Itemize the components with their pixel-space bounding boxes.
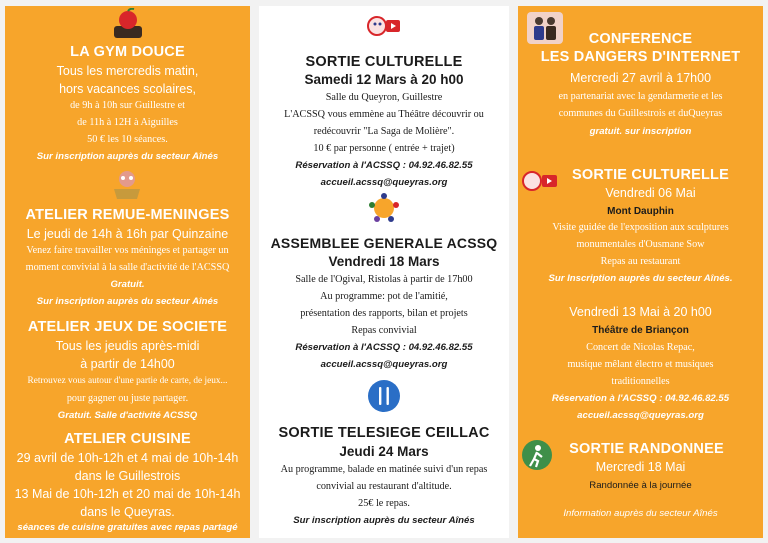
jeux-line: Gratuit. Salle d'activité ACSSQ	[57, 410, 198, 421]
culture2-email: accueil.acssq@queyras.org	[577, 410, 704, 421]
ag-line: présentation des rapports, bilan et projets	[300, 308, 468, 319]
culture2-date-2: Vendredi 13 Mai à 20 h00	[569, 305, 712, 319]
remue-title: ATELIER REMUE-MENINGES	[25, 207, 230, 223]
jeux-line: Tous les jeudis après-midi	[55, 339, 200, 353]
culture2-line: Visite guidée de l'exposition aux sculptures	[552, 222, 729, 233]
ag-title: ASSEMBLEE GENERALE ACSSQ	[270, 235, 498, 251]
culture2-reservation: Réservation à l'ACSSQ : 04.92.46.82.55	[551, 393, 730, 404]
culture-email: accueil.acssq@queyras.org	[320, 177, 448, 188]
puzzle-brain-icon	[110, 169, 144, 201]
conf-date: Mercredi 27 avril à 17h00	[569, 71, 712, 85]
gym-title: LA GYM DOUCE	[70, 44, 185, 60]
conf-line: gratuit. sur inscription	[589, 126, 692, 137]
cuisine-line: dans le Guillestrois	[74, 469, 181, 483]
culture2-place-1: Mont Dauphin	[607, 206, 674, 217]
jeux-line: à partir de 14h00	[80, 357, 175, 371]
telesiege-date: Jeudi 24 Mars	[339, 444, 429, 459]
meeting-people-icon	[368, 193, 400, 223]
telesiege-line: Au programme, balade en matinée suivi d'un repas	[280, 464, 488, 475]
ag-reservation: Réservation à l'ACSSQ : 04.92.46.82.55	[295, 342, 473, 353]
conf-title-1: CONFERENCE	[588, 31, 693, 47]
culture-date: Samedi 12 Mars à 20 h00	[304, 72, 464, 87]
culture2-date-1: Vendredi 06 Mai	[605, 186, 696, 200]
jeux-line: Retrouvez vous autour d'une partie de carte, de jeux...	[27, 376, 228, 386]
remue-line: Gratuit.	[110, 279, 145, 290]
cuisine-line: dans le Queyras.	[80, 505, 175, 519]
telesiege-inscription: Sur inscription auprès du secteur Aînés	[293, 515, 475, 526]
cuisine-note: séances de cuisine gratuites avec repas partagé	[17, 522, 238, 533]
culture2-place-2: Théâtre de Briançon	[592, 325, 689, 336]
culture-reservation: Réservation à l'ACSSQ : 04.92.46.82.55	[295, 160, 473, 171]
column-right	[518, 6, 763, 538]
gym-line: 50 € les 10 séances.	[87, 134, 168, 145]
rando-info: Information auprès du secteur Aînés	[563, 508, 718, 519]
culture2-line: monumentales d'Ousmane Sow	[576, 239, 705, 250]
gym-line: Tous les mercredis matin,	[56, 64, 199, 78]
culture2-line: Repas au restaurant	[600, 256, 681, 267]
remue-line: Le jeudi de 14h à 16h par Quinzaine	[26, 227, 229, 241]
culture2-line: Concert de Nicolas Repac,	[586, 342, 695, 353]
conf-line: communes du Guillestrois et duQueyras	[558, 108, 723, 119]
apple-weight-icon	[113, 8, 143, 40]
telesiege-line: convivial au restaurant d'altitude.	[316, 481, 452, 492]
ag-line: Repas convivial	[351, 325, 417, 336]
remue-inscription: Sur inscription auprès du secteur Aînés	[36, 296, 219, 307]
culture2-inscription: Sur Inscription auprès du secteur Aînés.	[548, 273, 733, 284]
culture-line: Salle du Queyron, Guillestre	[325, 92, 443, 103]
column-left	[5, 6, 250, 538]
conf-line: en partenariat avec la gendarmerie et les	[558, 91, 723, 102]
rando-line: Randonnée à la journée	[589, 480, 692, 491]
remue-line: moment convivial à la salle d'activité de l'ACSSQ	[25, 262, 230, 273]
culture2-title: SORTIE CULTURELLE	[572, 167, 729, 183]
gym-line: hors vacances scolaires,	[59, 82, 196, 96]
culture2-line: musique mêlant électro et musiques	[567, 359, 714, 370]
ag-date: Vendredi 18 Mars	[328, 254, 440, 269]
culture-line: redécouvrir "La Saga de Molière".	[313, 126, 455, 137]
conf-title-2: LES DANGERS D'INTERNET	[540, 49, 741, 65]
telesiege-line: 25€ le repas.	[358, 498, 410, 509]
column-middle	[259, 6, 509, 538]
remue-line: Venez faire travailler vos méninges et partager un	[26, 245, 229, 256]
gym-line: de 11h à 12H à Aiguilles	[77, 117, 178, 128]
culture2-line: traditionnelles	[611, 376, 670, 387]
culture-line: L'ACSSQ vous emmène au Théâtre découvrir ou	[284, 109, 484, 120]
theater-masks-icon	[366, 12, 402, 42]
gym-inscription: Sur inscription auprès du secteur Aînés	[36, 151, 219, 162]
cuisine-title: ATELIER CUISINE	[64, 431, 191, 447]
culture-title: SORTIE CULTURELLE	[305, 54, 463, 70]
gym-line: de 9h à 10h sur Guillestre et	[70, 100, 185, 111]
ag-line: Au programme: pot de l'amitié,	[320, 291, 448, 302]
jeux-line: pour gagner ou juste partager.	[66, 393, 189, 404]
telesiege-title: SORTIE TELESIEGE CEILLAC	[278, 425, 490, 441]
rando-title: SORTIE RANDONNEE	[569, 441, 724, 457]
jeux-title: ATELIER JEUX DE SOCIETE	[27, 319, 228, 335]
cuisine-line: 29 avril de 10h-12h et 4 mai de 10h-14h	[16, 451, 239, 465]
rando-date: Mercredi 18 Mai	[595, 460, 686, 474]
culture-line: 10 € par personne ( entrée + trajet)	[313, 143, 455, 154]
cuisine-line: 13 Mai de 10h-12h et 20 mai de 10h-14h	[14, 487, 241, 501]
ag-line: Salle de l'Ogival, Ristolas à partir de 17h00	[295, 274, 473, 285]
fork-knife-icon	[368, 380, 400, 412]
ag-email: accueil.acssq@queyras.org	[320, 359, 448, 370]
